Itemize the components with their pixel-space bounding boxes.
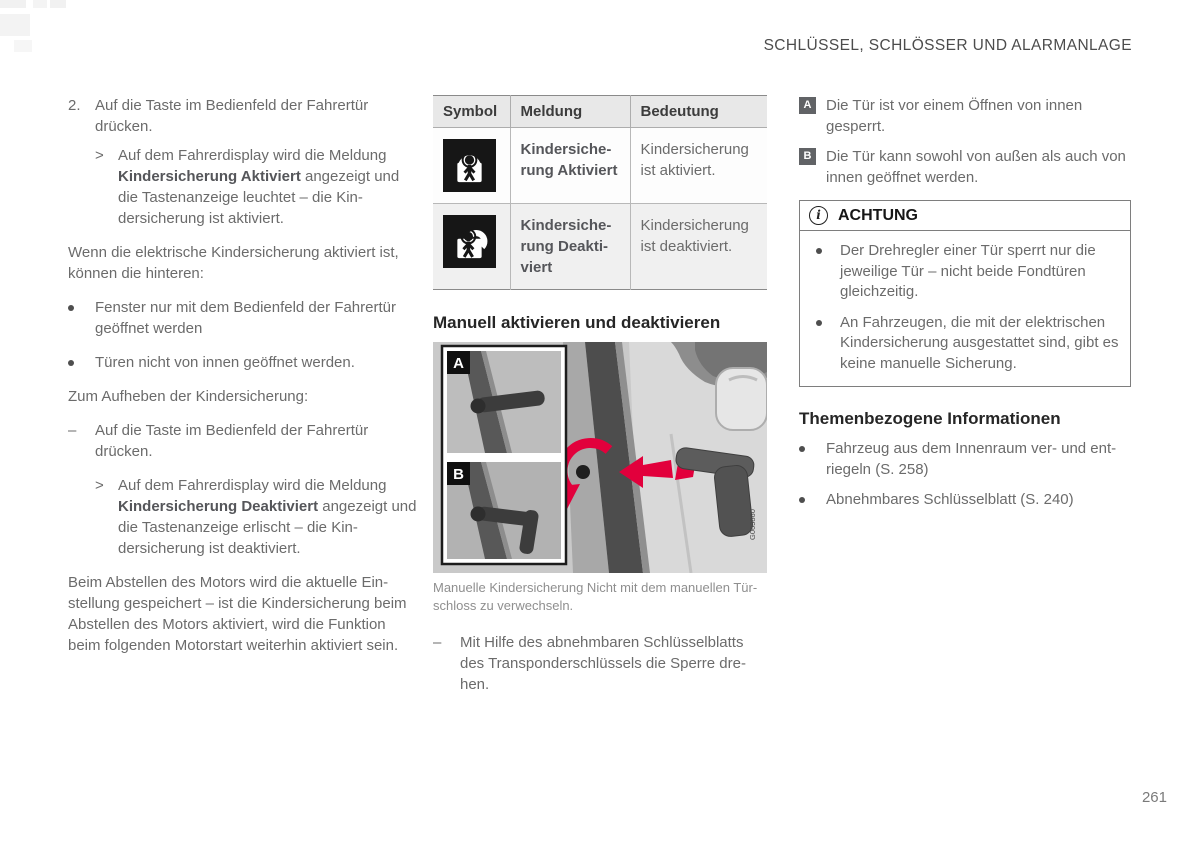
bullet-icon	[68, 305, 74, 311]
scan-artifact	[14, 40, 32, 52]
column-header: Meldung	[510, 96, 630, 128]
page-number: 261	[1141, 789, 1167, 806]
meaning-cell: Kindersicherung ist aktiviert.	[630, 128, 767, 204]
message-cell: Kindersicherung Deaktiviert	[510, 204, 630, 290]
result-text: Auf dem Fahrerdisplay wird die Meldung Kindersicherung Aktiviert angezeigt und die Tastenanzeige leuchtet – die Kindersicherung ist aktiviert.	[118, 147, 400, 227]
door-lock-figure	[433, 342, 767, 573]
marker-b-icon: B	[799, 148, 816, 165]
step-number: 2.	[68, 97, 81, 114]
legend-item-a: A Die Tür ist vor einem Öffnen von innen gesperrt.	[799, 95, 1131, 137]
note-box-body	[800, 231, 1130, 386]
bullet-icon	[68, 360, 74, 366]
meaning-cell: Kindersicherung ist deaktiviert.	[630, 204, 767, 290]
column-header: Symbol	[433, 96, 510, 128]
scan-artifact	[0, 14, 30, 36]
list-item: Fenster nur mit dem Bedienfeld der Fahrertür geöffnet werden	[68, 297, 420, 339]
message-cell: Kindersicherung Aktiviert	[510, 128, 630, 204]
marker-a-icon: A	[799, 97, 816, 114]
list-item: Türen nicht von innen geöffnet werden.	[68, 352, 420, 373]
note-box-title: ACHTUNG	[838, 207, 918, 224]
dash-step: – Auf die Taste im Bedienfeld der Fahrertür drücken.	[68, 422, 369, 460]
column-header: Bedeutung	[630, 96, 767, 128]
bullet-icon	[816, 320, 822, 326]
paragraph: Beim Abstellen des Motors wird die aktuelle Einstellung gespeichert – ist die Kindersicherung beim Abstellen des Motors aktiviert, wird die Funktion beim folgenden Motorstart weiterhin aktiviert sein.	[68, 574, 407, 654]
result-text: Auf dem Fahrerdisplay wird die Meldung Kindersicherung Deaktiviert angezeigt und die Tastenanzeige erlischt – die Kindersicherung ist deaktiviert.	[118, 477, 417, 557]
related-info-heading: Themenbezogene Informationen	[799, 409, 1061, 428]
dash-step: – Mit Hilfe des abnehmbaren Schlüsselblatts des Transponderschlüssels die Sperre drehen.	[433, 634, 746, 693]
scan-artifact	[0, 0, 26, 8]
legend-item-b: B Die Tür kann sowohl von außen als auch von innen geöffnet werden.	[799, 146, 1131, 188]
related-link-item: Abnehmbares Schlüsselblatt (S. 240)	[799, 489, 1131, 510]
note-box-header	[800, 201, 1130, 231]
info-icon: i	[809, 206, 828, 225]
table-header-row	[433, 96, 767, 128]
child-lock-knob	[576, 465, 590, 479]
section-heading: Manuell aktivieren und deaktivieren	[433, 313, 721, 332]
list-item: Der Drehregler einer Tür sperrt nur die jeweilige Tür – nicht beide Fondtüren gleichzeitig.	[810, 241, 1120, 303]
related-link-item: Fahrzeug aus dem Innenraum ver- und entriegeln (S. 258)	[799, 438, 1131, 480]
figure-inset	[442, 346, 566, 564]
dash-marker: –	[68, 422, 77, 439]
middle-column	[433, 95, 767, 708]
step-text: Auf die Taste im Bedienfeld der Fahrertür drücken.	[95, 97, 369, 135]
scan-artifact	[33, 0, 47, 8]
result-marker: >	[95, 147, 104, 164]
left-text-column	[68, 95, 420, 656]
inset-label-b: B	[453, 466, 464, 483]
right-column	[799, 95, 1131, 519]
symbol-table	[433, 95, 767, 290]
scan-artifact	[50, 0, 66, 8]
result-marker: >	[95, 477, 104, 494]
child-lock-activated-icon	[443, 139, 496, 192]
symbol-cell	[433, 128, 510, 204]
step-result	[95, 145, 420, 229]
bullet-icon	[799, 497, 805, 503]
child-lock-deactivated-icon	[443, 215, 496, 268]
bullet-icon	[816, 248, 822, 254]
image-code: G063860	[748, 509, 757, 540]
paragraph: Wenn die elektrische Kindersicherung aktiviert ist, können die hinteren:	[68, 244, 399, 282]
figure-caption: Manuelle Kindersicherung Nicht mit dem manuellen Türschloss zu verwechseln.	[433, 580, 758, 613]
chapter-title: SCHLÜSSEL, SCHLÖSSER UND ALARMANLAGE	[763, 37, 1132, 54]
table-row	[433, 204, 767, 290]
bullet-icon	[799, 446, 805, 452]
numbered-step	[68, 95, 420, 137]
table-row	[433, 128, 767, 204]
display-message: Kindersicherung Deaktiviert	[118, 498, 319, 515]
dash-marker: –	[433, 634, 442, 651]
paragraph: Zum Aufheben der Kindersicherung:	[68, 388, 309, 405]
symbol-cell	[433, 204, 510, 290]
inset-label-a: A	[453, 355, 464, 372]
achtung-note-box	[799, 200, 1131, 387]
step-result	[95, 475, 420, 559]
display-message: Kindersicherung Aktiviert	[118, 168, 301, 185]
list-item: An Fahrzeugen, die mit der elektrischen Kindersicherung ausgestattet sind, gibt es keine manuelle Sicherung.	[810, 313, 1120, 375]
